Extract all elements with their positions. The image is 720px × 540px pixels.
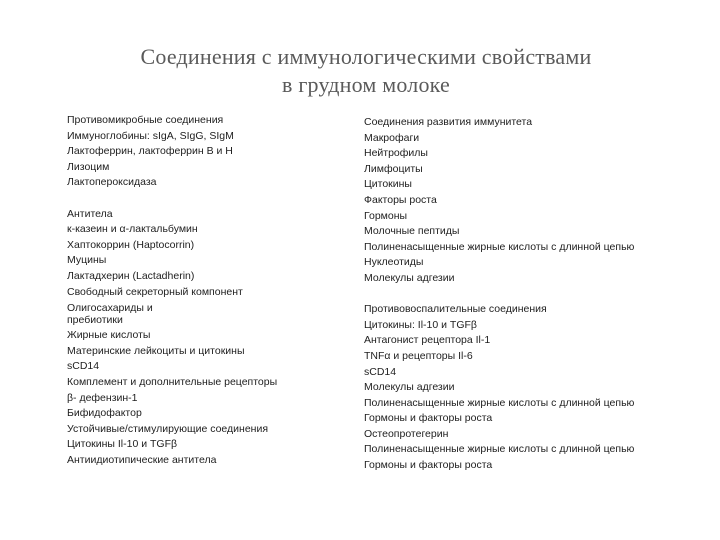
list-item: Противомикробные соединения xyxy=(67,114,224,126)
list-item: Иммуноглобины: sIgA, SIgG, SIgM xyxy=(67,129,234,142)
left-column-list xyxy=(67,113,347,468)
list-item: Цитокины xyxy=(364,178,412,191)
list-item: Антиидиотипические антитела xyxy=(67,453,217,466)
list-item: Материнские лейкоциты и цитокины xyxy=(67,344,245,357)
list-item: к-казеин и α-лактальбумин xyxy=(67,223,198,236)
list-item: Полиненасыщенные жирные кислоты с длинной цепью xyxy=(364,443,635,456)
list-item: Лимфоциты xyxy=(364,162,423,175)
list-item: Полиненасыщенные жирные кислоты с длинной цепью xyxy=(364,396,635,409)
list-item: Хаптокоррин (Haptocorrin) xyxy=(67,238,195,251)
list-item: Лактопероксидаза xyxy=(67,176,157,189)
list-item: Нейтрофилы xyxy=(364,147,428,160)
list-item: Молочные пептиды xyxy=(364,225,460,238)
list-spacer xyxy=(364,287,714,303)
list-item: Гормоны и факторы роста xyxy=(364,412,493,425)
list-item: Гормоны xyxy=(364,209,408,222)
list-item: Молекулы адгезии xyxy=(364,381,455,394)
list-item: Факторы роста xyxy=(364,193,437,206)
list-item: Соединения развития иммунитета xyxy=(364,116,533,128)
list-item: Свободный секреторный компонент xyxy=(67,285,243,298)
list-item: Жирные кислоты xyxy=(67,329,151,342)
slide-title-line-2: в грудном молоке xyxy=(282,72,450,97)
list-item: Остеопротегерин xyxy=(364,427,449,440)
list-item: Цитокины Il-10 и TGFβ xyxy=(67,438,178,451)
list-item: Лактоферрин, лактоферрин В и Н xyxy=(67,145,233,158)
list-item: Гормоны и факторы роста xyxy=(364,459,493,472)
list-item: Лактадхерин (Lactadherin) xyxy=(67,269,195,282)
list-item: Лизоцим xyxy=(67,160,110,173)
list-item: Макрофаги xyxy=(364,131,420,144)
list-item: Полиненасыщенные жирные кислоты с длинной цепью xyxy=(364,240,635,253)
list-item: sCD14 xyxy=(67,360,100,373)
list-item: Олигосахариды и пребиотики xyxy=(67,302,153,327)
list-spacer xyxy=(67,191,347,207)
list-item: Муцины xyxy=(67,254,107,267)
slide-title-line-1: Соединения с иммунологическими свойствами xyxy=(140,44,592,69)
list-item: Комплемент и дополнительные рецепторы xyxy=(67,375,278,388)
list-item: TNFα и рецепторы Il-6 xyxy=(364,349,473,362)
list-item: Нуклеотиды xyxy=(364,256,424,269)
list-item: Противовоспалительные соединения xyxy=(364,303,547,316)
list-item: Бифидофактор xyxy=(67,407,142,420)
list-item: Устойчивые/стимулирующие соединения xyxy=(67,422,269,435)
list-item: sCD14 xyxy=(364,365,397,378)
list-item: β- дефензин-1 xyxy=(67,391,138,404)
list-item: Антитела xyxy=(67,207,113,220)
list-item: Антагонист рецептора Il-1 xyxy=(364,334,491,347)
list-item: Молекулы адгезии xyxy=(364,271,455,284)
list-item: Цитокины: Il-10 и TGFβ xyxy=(364,318,477,331)
right-column-list xyxy=(364,115,714,474)
